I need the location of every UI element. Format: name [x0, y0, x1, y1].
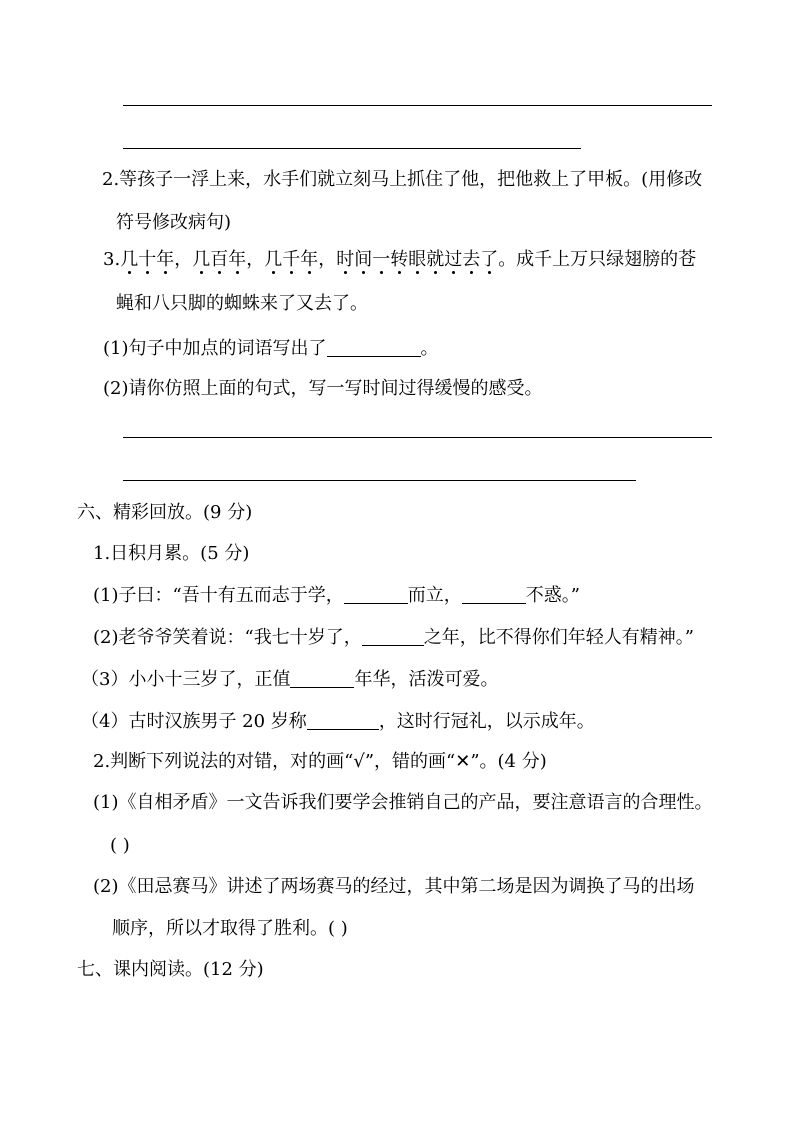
s6-q1-item2-blank[interactable] [362, 625, 424, 646]
q3-dotted-phrase: 几十年 [120, 249, 175, 270]
s6-q1-item4 [81, 709, 595, 734]
s6-q1-item1 [93, 583, 580, 608]
s6-q1-item2-text-a: (2)老爷爷笑着说：“我七十岁了， [93, 627, 362, 648]
s6-q1-item2 [93, 625, 694, 650]
s6-q1-item1-blank-2[interactable] [462, 583, 526, 604]
section-6-title: 六、精彩回放。(9 分) [77, 502, 253, 523]
s6-q1-item4-blank[interactable] [307, 709, 379, 730]
answer-line-1[interactable] [123, 105, 712, 106]
s6-q1-item1-blank-1[interactable] [344, 583, 408, 604]
q3-phrase-separator: ， [246, 249, 265, 270]
s6-q1-item3 [81, 667, 498, 692]
q3-sub1 [103, 336, 439, 361]
q3-text-rest: 。成千上万只绿翅膀的苍 [498, 249, 697, 270]
q3-sub1-blank[interactable] [327, 336, 421, 357]
s6-q2-title: 2.判断下列说法的对错，对的画“√”，错的画“✕”。(4 分) [93, 751, 547, 772]
q3-dotted-phrase: 几千年 [264, 249, 319, 270]
s6-q1-item4-text-a: （4）古时汉族男子 20 岁称 [81, 711, 307, 732]
s6-q1-item3-blank[interactable] [290, 667, 354, 688]
s6-q1-item3-text-a: （3）小小十三岁了，正值 [81, 669, 291, 690]
q3-sub1-text: (1)句子中加点的词语写出了 [103, 338, 327, 359]
s6-q2-item1-answer[interactable]: ( ) [110, 835, 130, 856]
q2-text-line1: 2.等孩子一浮上来，水手们就立刻马上抓住了他，把他救上了甲板。(用修改 [102, 169, 703, 190]
s6-q2-item1: (1)《自相矛盾》一文告诉我们要学会推销自己的产品，要注意语言的合理性。 [93, 792, 713, 813]
q2-text-line2: 符号修改病句) [116, 212, 232, 233]
s6-q1-title: 1.日积月累。(5 分) [93, 543, 250, 564]
s6-q1-item2-text-b: 之年，比不得你们年轻人有精神。” [423, 627, 694, 648]
s6-q1-item1-text-b: 而立， [407, 585, 462, 606]
q3-phrase-separator: ， [174, 249, 193, 270]
answer-line-3[interactable] [123, 437, 712, 438]
section-7-title: 七、课内阅读。(12 分) [77, 959, 264, 980]
q3-text-line2: 蝇和八只脚的蜘蛛来了又去了。 [116, 293, 368, 314]
s6-q1-item3-text-b: 年华，活泼可爱。 [354, 669, 499, 690]
s6-q1-item1-text-c: 不惑。” [525, 585, 580, 606]
q3-dotted-phrases [120, 249, 498, 270]
s6-q2-item2-line2[interactable]: 顺序，所以才取得了胜利。( ) [112, 918, 348, 939]
answer-line-2[interactable] [123, 148, 581, 149]
s6-q2-item2-line1: (2)《田忌赛马》讲述了两场赛马的经过，其中第二场是因为调换了马的出场 [93, 876, 695, 897]
s6-q1-item4-text-b: ，这时行冠礼，以示成年。 [378, 711, 595, 732]
q3-phrase-separator: ， [318, 249, 337, 270]
q3-text-line1 [103, 248, 696, 272]
s6-q1-item1-text-a: (1)子曰：“吾十有五而志于学， [93, 585, 344, 606]
q3-sub2: (2)请你仿照上面的句式，写一写时间过得缓慢的感受。 [103, 378, 543, 399]
q3-dotted-phrase: 几百年 [192, 249, 247, 270]
q3-sub1-end: 。 [420, 338, 439, 359]
q3-dotted-phrase: 时间一转眼就过去了 [336, 249, 499, 270]
q3-number: 3. [103, 249, 121, 270]
answer-line-4[interactable] [123, 480, 636, 481]
